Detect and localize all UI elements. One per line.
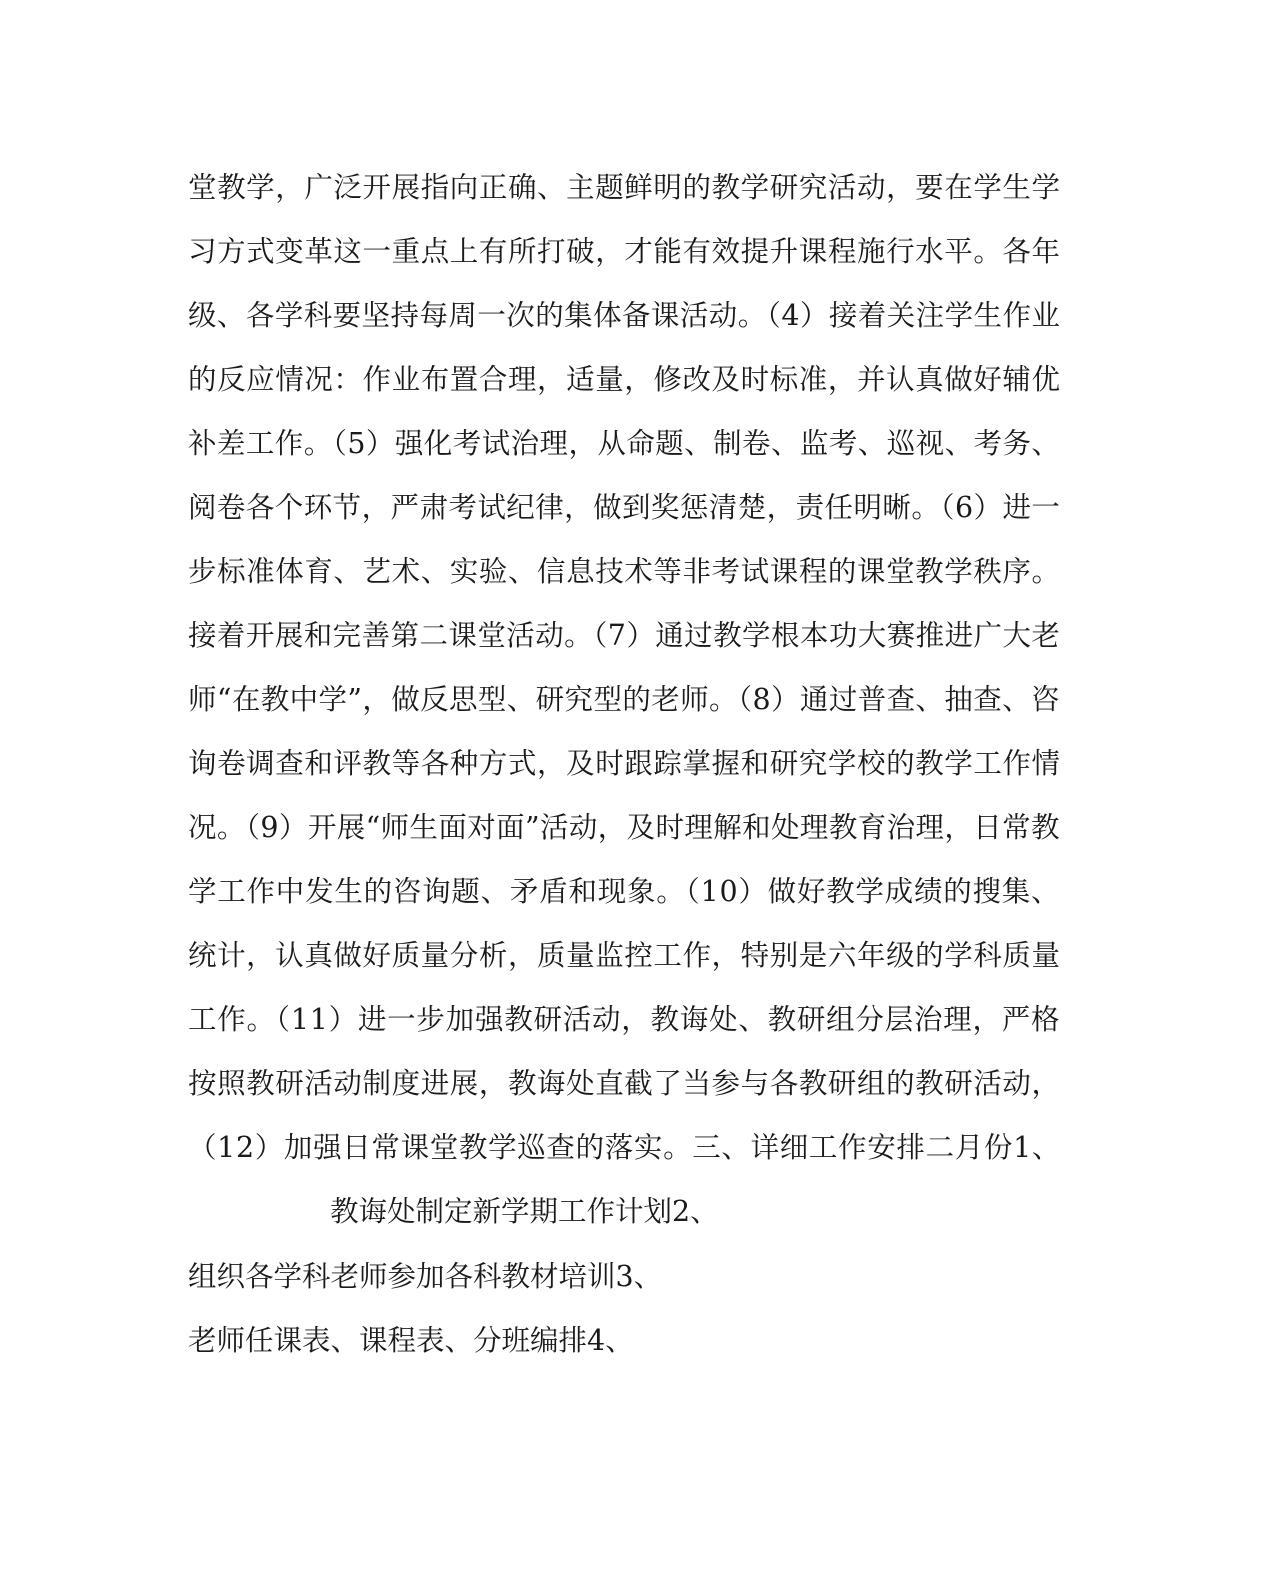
- paragraph-line: 接着开展和完善第二课堂活动。（7）通过教学根本功大赛推进广大老: [188, 619, 1061, 652]
- body-paragraph: [188, 166, 1068, 1190]
- paragraph-line: 习方式变革这一重点上有所打破，才能有效提升课程施行水平。各年: [188, 235, 1061, 268]
- paragraph-line: 的反应情况：作业布置合理，适量，修改及时标准，并认真做好辅优: [188, 363, 1061, 396]
- paragraph-line: 阅卷各个环节，严肃考试纪律，做到奖惩清楚，责任明晰。（6）进一: [188, 491, 1061, 524]
- schedule-item: 老师任课表、课程表、分班编排4、: [188, 1324, 634, 1357]
- paragraph-line: 询卷调查和评教等各种方式，及时跟踪掌握和研究学校的教学工作情: [188, 747, 1061, 780]
- paragraph-line: 学工作中发生的咨询题、矛盾和现象。（10）做好教学成绩的搜集、: [188, 875, 1061, 908]
- paragraph-line: （12）加强日常课堂教学巡查的落实。三、详细工作安排二月份1、: [188, 1131, 1062, 1164]
- paragraph-line: 师“在教中学”，做反思型、研究型的老师。（8）通过普查、抽查、咨: [188, 683, 1060, 716]
- paragraph-line: 级、各学科要坚持每周一次的集体备课活动。（4）接着关注学生作业: [188, 299, 1061, 332]
- paragraph-line: 统计，认真做好质量分析，质量监控工作，特别是六年级的学科质量: [188, 939, 1061, 972]
- schedule-item: 教诲处制定新学期工作计划2、: [330, 1195, 719, 1228]
- paragraph-line: 步标准体育、艺术、实验、信息技术等非考试课程的课堂教学秩序。: [188, 555, 1061, 588]
- schedule-item: 组织各学科老师参加各科教材培训3、: [188, 1260, 663, 1293]
- paragraph-line: 工作。（11）进一步加强教研活动，教诲处、教研组分层治理，严格: [188, 1003, 1061, 1036]
- paragraph-line: 补差工作。（5）强化考试治理，从命题、制卷、监考、巡视、考务、: [188, 427, 1061, 460]
- paragraph-line: 堂教学，广泛开展指向正确、主题鲜明的教学研究活动，要在学生学: [188, 171, 1061, 204]
- paragraph-line: 况。（9）开展“师生面对面”活动，及时理解和处理教育治理，日常教: [188, 811, 1060, 844]
- paragraph-line: 按照教研活动制度进展，教诲处直截了当参与各教研组的教研活动，: [188, 1067, 1061, 1100]
